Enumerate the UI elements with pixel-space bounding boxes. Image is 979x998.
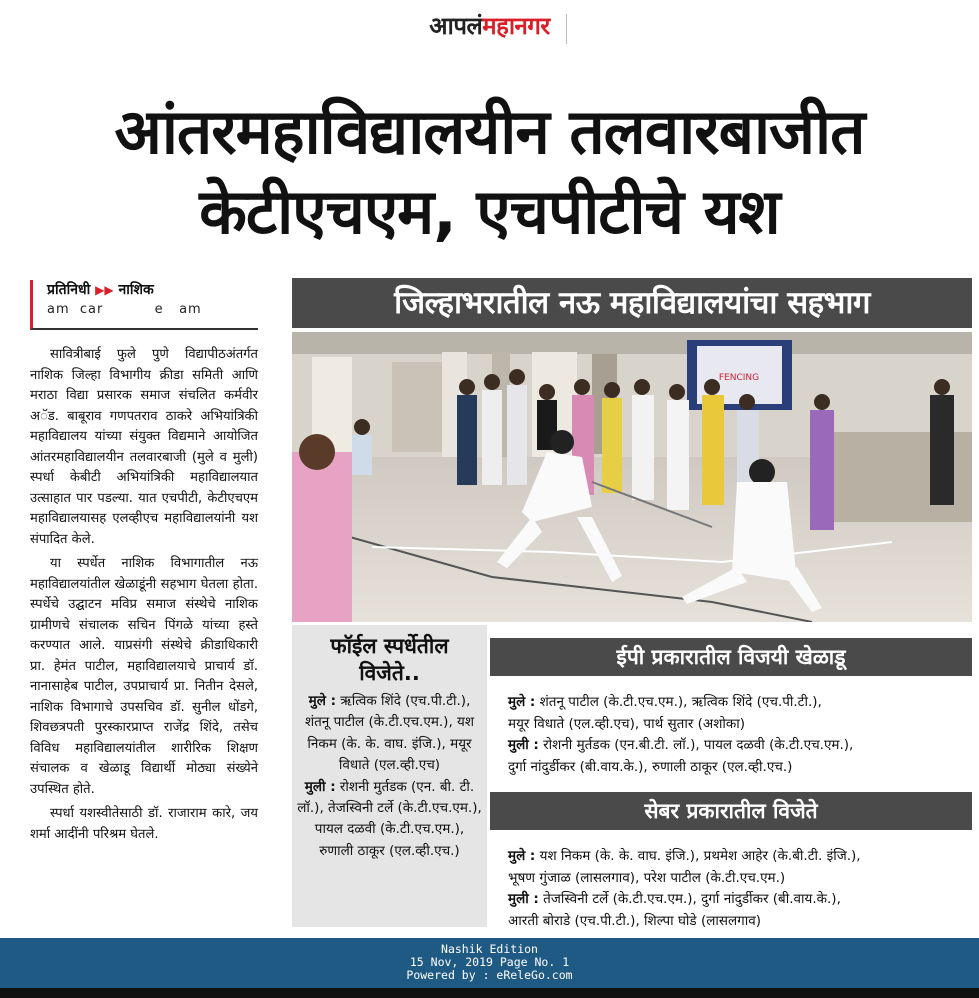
epee-line xyxy=(508,714,973,736)
foil-girls-label: मुली : xyxy=(304,778,336,795)
foil-boys-text: ऋत्विक शिंदे (एच.पी.टी.), शंतनू पाटील (के.टी.एच.एम.), यश निकम (के. के. वाघ. इंजि.), मयूर विधाते (एल.व्ही.एच) xyxy=(304,693,475,774)
byline-city: नाशिक xyxy=(118,282,154,298)
newspaper-logo[interactable] xyxy=(429,8,549,44)
double-arrow-icon: ▶▶ xyxy=(95,283,114,297)
fencing-photo[interactable] xyxy=(292,332,972,622)
sabre-line xyxy=(508,889,973,911)
article-paragraph: सावित्रीबाई फुले पुणे विद्यापीठअंतर्गत नाशिक जिल्हा विभागीय क्रीडा समिती आणि मराठा विद्या प्रसारक समाज संचलित कर्मवीर अॅड. बाबूराव गणपतराव ठाकरे अभियांत्रिकी महाविद्यालय यांच्या संयुक्त विद्यमाने आयोजित आंतरमहाविद्यालयीन तलवारबाजी (मुले व मुली) स्पर्धा केबीटी अभियांत्रिकी महाविद्यालयात उत्साहात पार पडल्या. यात एचपीटी, केटीएचएम महाविद्यालयासह एलव्हीएच महाविद्यालयांनी यश संपादित केले. xyxy=(30,347,258,547)
foil-title xyxy=(292,633,487,687)
sabre-line-text: आरती बोराडे (एच.पी.टी.), शिल्पा घोडे (लासलगाव) xyxy=(508,912,762,929)
epee-line-text: शंतनू पाटील (के.टी.एच.एम.), ऋत्विक शिंदे (एच.पी.टी.), xyxy=(535,694,822,710)
sabre-line-text: तेजस्विनी टर्ले (के.टी.एच.एम.), दुर्गा नांदुर्डीकर (बी.वाय.के.), xyxy=(538,891,841,907)
logo-part-1: आपलं xyxy=(429,11,483,40)
logo-part-2: महानगर xyxy=(482,11,550,40)
byline-label: प्रतिनिधी xyxy=(47,282,91,298)
article-body xyxy=(30,345,258,849)
sabre-section-title: सेबर प्रकारातील विजेते xyxy=(490,792,972,830)
article-paragraph: या स्पर्धेत नाशिक विभागातील नऊ महाविद्यालयांतील खेळाडूंनी सहभाग घेतला होता. स्पर्धेचे उद्घाटन मविप्र समाज संस्थेचे नाशिक ग्रामीणचे संचालक सचिन पिंगळे यांच्या हस्ते करण्यात आले. याप्रसंगी संस्थेचे क्रीडाधिकारी प्रा. हेमंत पाटील, महाविद्यालयाचे प्राचार्य डॉ. नानासाहेब पाटील, उपप्राचार्य प्रा. नितीन देसले, नाशिक विभागाचे उपसचिव डॉ. सुनील धोंडगे, शिवछत्रपती पुरस्कारप्राप्त राजेंद्र शिंदे, तसेच विविध महाविद्यालयांतील शारीरिक शिक्षण संचालक व खेळाडू विद्यार्थी मोठ्या संख्येने उपस्थित होते. xyxy=(30,556,258,797)
sabre-winners xyxy=(508,846,973,932)
footer xyxy=(0,938,979,988)
foil-title-line-1: फॉईल स्पर्धेतील xyxy=(330,634,449,658)
foil-boys xyxy=(292,691,487,777)
article-paragraph: स्पर्धा यशस्वीतेसाठी डॉ. राजाराम कारे, जय शर्मा आदींनी परिश्रम घेतले. xyxy=(30,806,258,842)
byline xyxy=(30,280,258,330)
sabre-line xyxy=(508,911,973,933)
headline-line-2: केटीएचएम, एचपीटीचे यश xyxy=(199,175,780,248)
byline-subtext: am car e am xyxy=(47,302,202,317)
epee-line-text: रोशनी मुर्तडक (एन.बी.टी. लॉ.), पायल दळवी (के.टी.एच.एम.), xyxy=(538,737,854,753)
footer-edition: Nashik Edition xyxy=(441,942,538,956)
footer-powered-by[interactable]: Powered by : eReleGo.com xyxy=(406,968,573,982)
epee-line-label: मुले : xyxy=(508,694,536,710)
foil-girls-text: रोशनी मुर्तडक (एन. बी. टी. लॉ.), तेजस्विनी टर्ले (के.टी.एच.एम.), पायल दळवी (के.टी.एच.एम.), रुणाली ठाकूर (एल.व्ही.एच.) xyxy=(297,778,482,859)
epee-line xyxy=(508,757,973,779)
epee-line-text: दुर्गा नांदुर्डीकर (बी.वाय.के.), रुणाली ठाकूर (एल.व्ही.एच.) xyxy=(508,758,793,775)
foil-girls xyxy=(292,777,487,863)
epee-winners xyxy=(508,692,973,778)
sabre-line-text: यश निकम (के. के. वाघ. इंजि.), प्रथमेश आहेर (के.बी.टी. इंजि.), xyxy=(535,848,861,864)
sabre-line xyxy=(508,846,973,868)
sabre-line xyxy=(508,868,973,890)
headline-line-1: आंतरमहाविद्यालयीन तलवारबाजीत xyxy=(114,95,865,168)
epee-line-label: मुली : xyxy=(508,737,539,753)
footer-date-page: 15 Nov, 2019 Page No. 1 xyxy=(409,955,570,969)
sabre-line-text: भूषण गुंजाळ (लासलगाव), परेश पाटील (के.टी.एच.एम.) xyxy=(508,869,786,886)
epee-line xyxy=(508,735,973,757)
headline xyxy=(0,92,979,252)
banner-text: FENCING xyxy=(718,373,760,383)
photo-caption-title: जिल्हाभरातील नऊ महाविद्यालयांचा सहभाग xyxy=(292,278,972,328)
masthead-divider xyxy=(566,14,567,44)
epee-line-text: मयूर विधाते (एल.व्ही.एच), पार्थ सुतार (अशोका) xyxy=(508,715,746,732)
foil-boys-label: मुले : xyxy=(308,693,336,709)
foil-title-line-2: विजेते.. xyxy=(359,661,420,685)
bottom-strip xyxy=(0,988,979,998)
epee-section-title: ईपी प्रकारातील विजयी खेळाडू xyxy=(490,638,972,676)
foil-winners-box xyxy=(292,625,487,927)
sabre-line-label: मुले : xyxy=(508,848,536,864)
sabre-line-label: मुली : xyxy=(508,891,539,907)
fencing-photo-illustration xyxy=(292,332,972,622)
masthead xyxy=(0,8,979,44)
epee-line xyxy=(508,692,973,714)
